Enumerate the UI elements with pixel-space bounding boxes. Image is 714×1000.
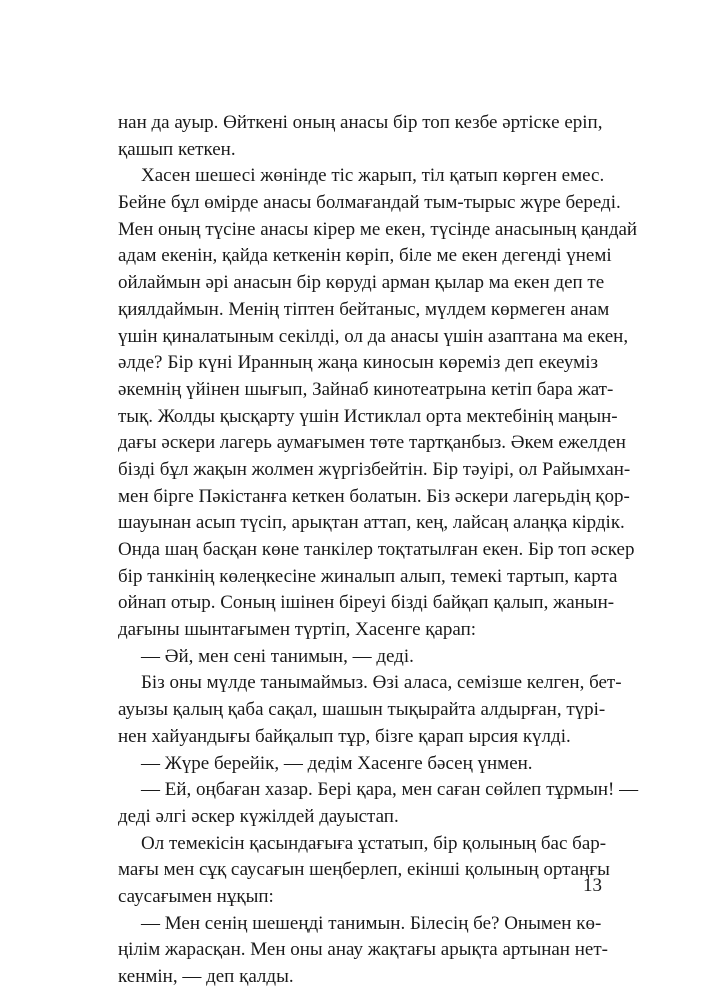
paragraph xyxy=(118,911,608,991)
text-line: мағы мен сұқ саусағын шеңберлеп, екінші қолының ортаңғы xyxy=(118,859,610,881)
text-line: — Жүре берейік, — дедім Хасенге бәсең үнмен. xyxy=(141,752,533,774)
text-line: тық. Жолды қысқарту үшін Истиклал орта мектебінің маңын- xyxy=(118,405,618,427)
paragraph xyxy=(118,110,603,163)
text-line: Онда шаң басқан көне танкілер тоқтатылған екен. Бір топ әскер xyxy=(118,539,635,560)
text-line: Бейне бұл өмірде анасы болмағандай тым-тырыс жүре береді. xyxy=(118,192,621,214)
text-line: нан да ауыр. Өйткені оның анасы бір топ кезбе әртіскe еріп, xyxy=(118,112,603,133)
paragraph xyxy=(118,670,622,750)
text-line: нен хайуандығы байқалып тұр, бізге қарап ырсия күлді. xyxy=(118,725,571,747)
page-number: 13 xyxy=(583,875,602,896)
text-line: кенмін, — деп қалды. xyxy=(118,966,294,987)
text-line: Біз оны мүлде танымаймыз. Өзі аласа, семізше келген, бет- xyxy=(141,672,622,694)
paragraph xyxy=(118,777,639,830)
text-line: деді әлгі әскер күжілдей дауыстап. xyxy=(118,805,399,827)
paragraph xyxy=(118,751,598,778)
text-line: қиялдаймын. Менің тіптен бейтаныс, мүлдем көрмеген анам xyxy=(118,298,610,320)
text-line: — Әй, мен сені танимын, — деді. xyxy=(141,645,414,667)
text-line: шауынан асып түсіп, арықтан аттап, кең, лайсаң алаңқа кірдік. xyxy=(118,512,625,534)
text-line: дағыны шынтағымен түртіп, Хасенге қарап: xyxy=(118,619,477,641)
text-line: әлде? Бір күні Иранның жаңа киносын көреміз деп екеуміз xyxy=(118,352,598,374)
paragraph xyxy=(118,831,610,911)
text-line: ойнап отыр. Соның ішінен біреуі бізді байқап қалып, жанын- xyxy=(118,592,615,614)
body-text xyxy=(118,110,639,991)
text-line: ойлаймын әрі анасын бір көруді арман қылар ма екен деп те xyxy=(118,272,605,294)
text-line: Мен оның түсіне анасы кірер ме екен, түсінде анасының қандай xyxy=(118,218,638,240)
text-line: үшін қиналатыным секілді, ол да анасы үшін азаптана ма екен, xyxy=(118,325,629,347)
paragraph xyxy=(118,163,638,643)
text-line: — Мен сенің шешеңді танимын. Білесің бе? Онымен кө- xyxy=(141,912,602,934)
text-line: мен бірге Пәкістанға кеткен болатын. Біз әскери лагерьдің қор- xyxy=(118,485,630,507)
text-line: — Ей, оңбаған хазар. Бері қара, мен саған сөйлеп тұрмын! — xyxy=(141,779,639,801)
text-line: бізді бұл жақын жолмен жүргізбейтін. Бір тәуірі, ол Райымхан- xyxy=(118,458,631,480)
text-line: Хасен шешесі жөнінде тіс жарып, тіл қатып көрген емес. xyxy=(141,165,605,187)
text-line: дағы әскери лагерь аумағымен төте тартқанбыз. Әкем ежелден xyxy=(118,432,626,454)
text-line: әкемнің үйінен шығып, Зайнаб кинотеатрына кетіп бара жат- xyxy=(118,378,614,400)
text-line: саусағымен нұқып: xyxy=(118,885,274,907)
text-line: ауызы қалың қаба сақал, шашын тықырайта алдырған, түрі- xyxy=(118,699,606,721)
paragraph xyxy=(118,644,598,671)
text-line: ңілім жарасқан. Мен оны анау жақтағы арықта артынан нет- xyxy=(118,939,608,961)
text-line: қашып кеткен. xyxy=(118,138,236,160)
text-line: Ол темекісін қасындағыға ұстатып, бір қолының бас бар- xyxy=(141,832,607,854)
text-line: бір танкінің көлеңкесіне жиналып алып, темекі тартып, карта xyxy=(118,565,618,587)
text-line: адам екенін, қайда кеткенін көріп, біле ме екен дегенді үнемі xyxy=(118,245,612,267)
